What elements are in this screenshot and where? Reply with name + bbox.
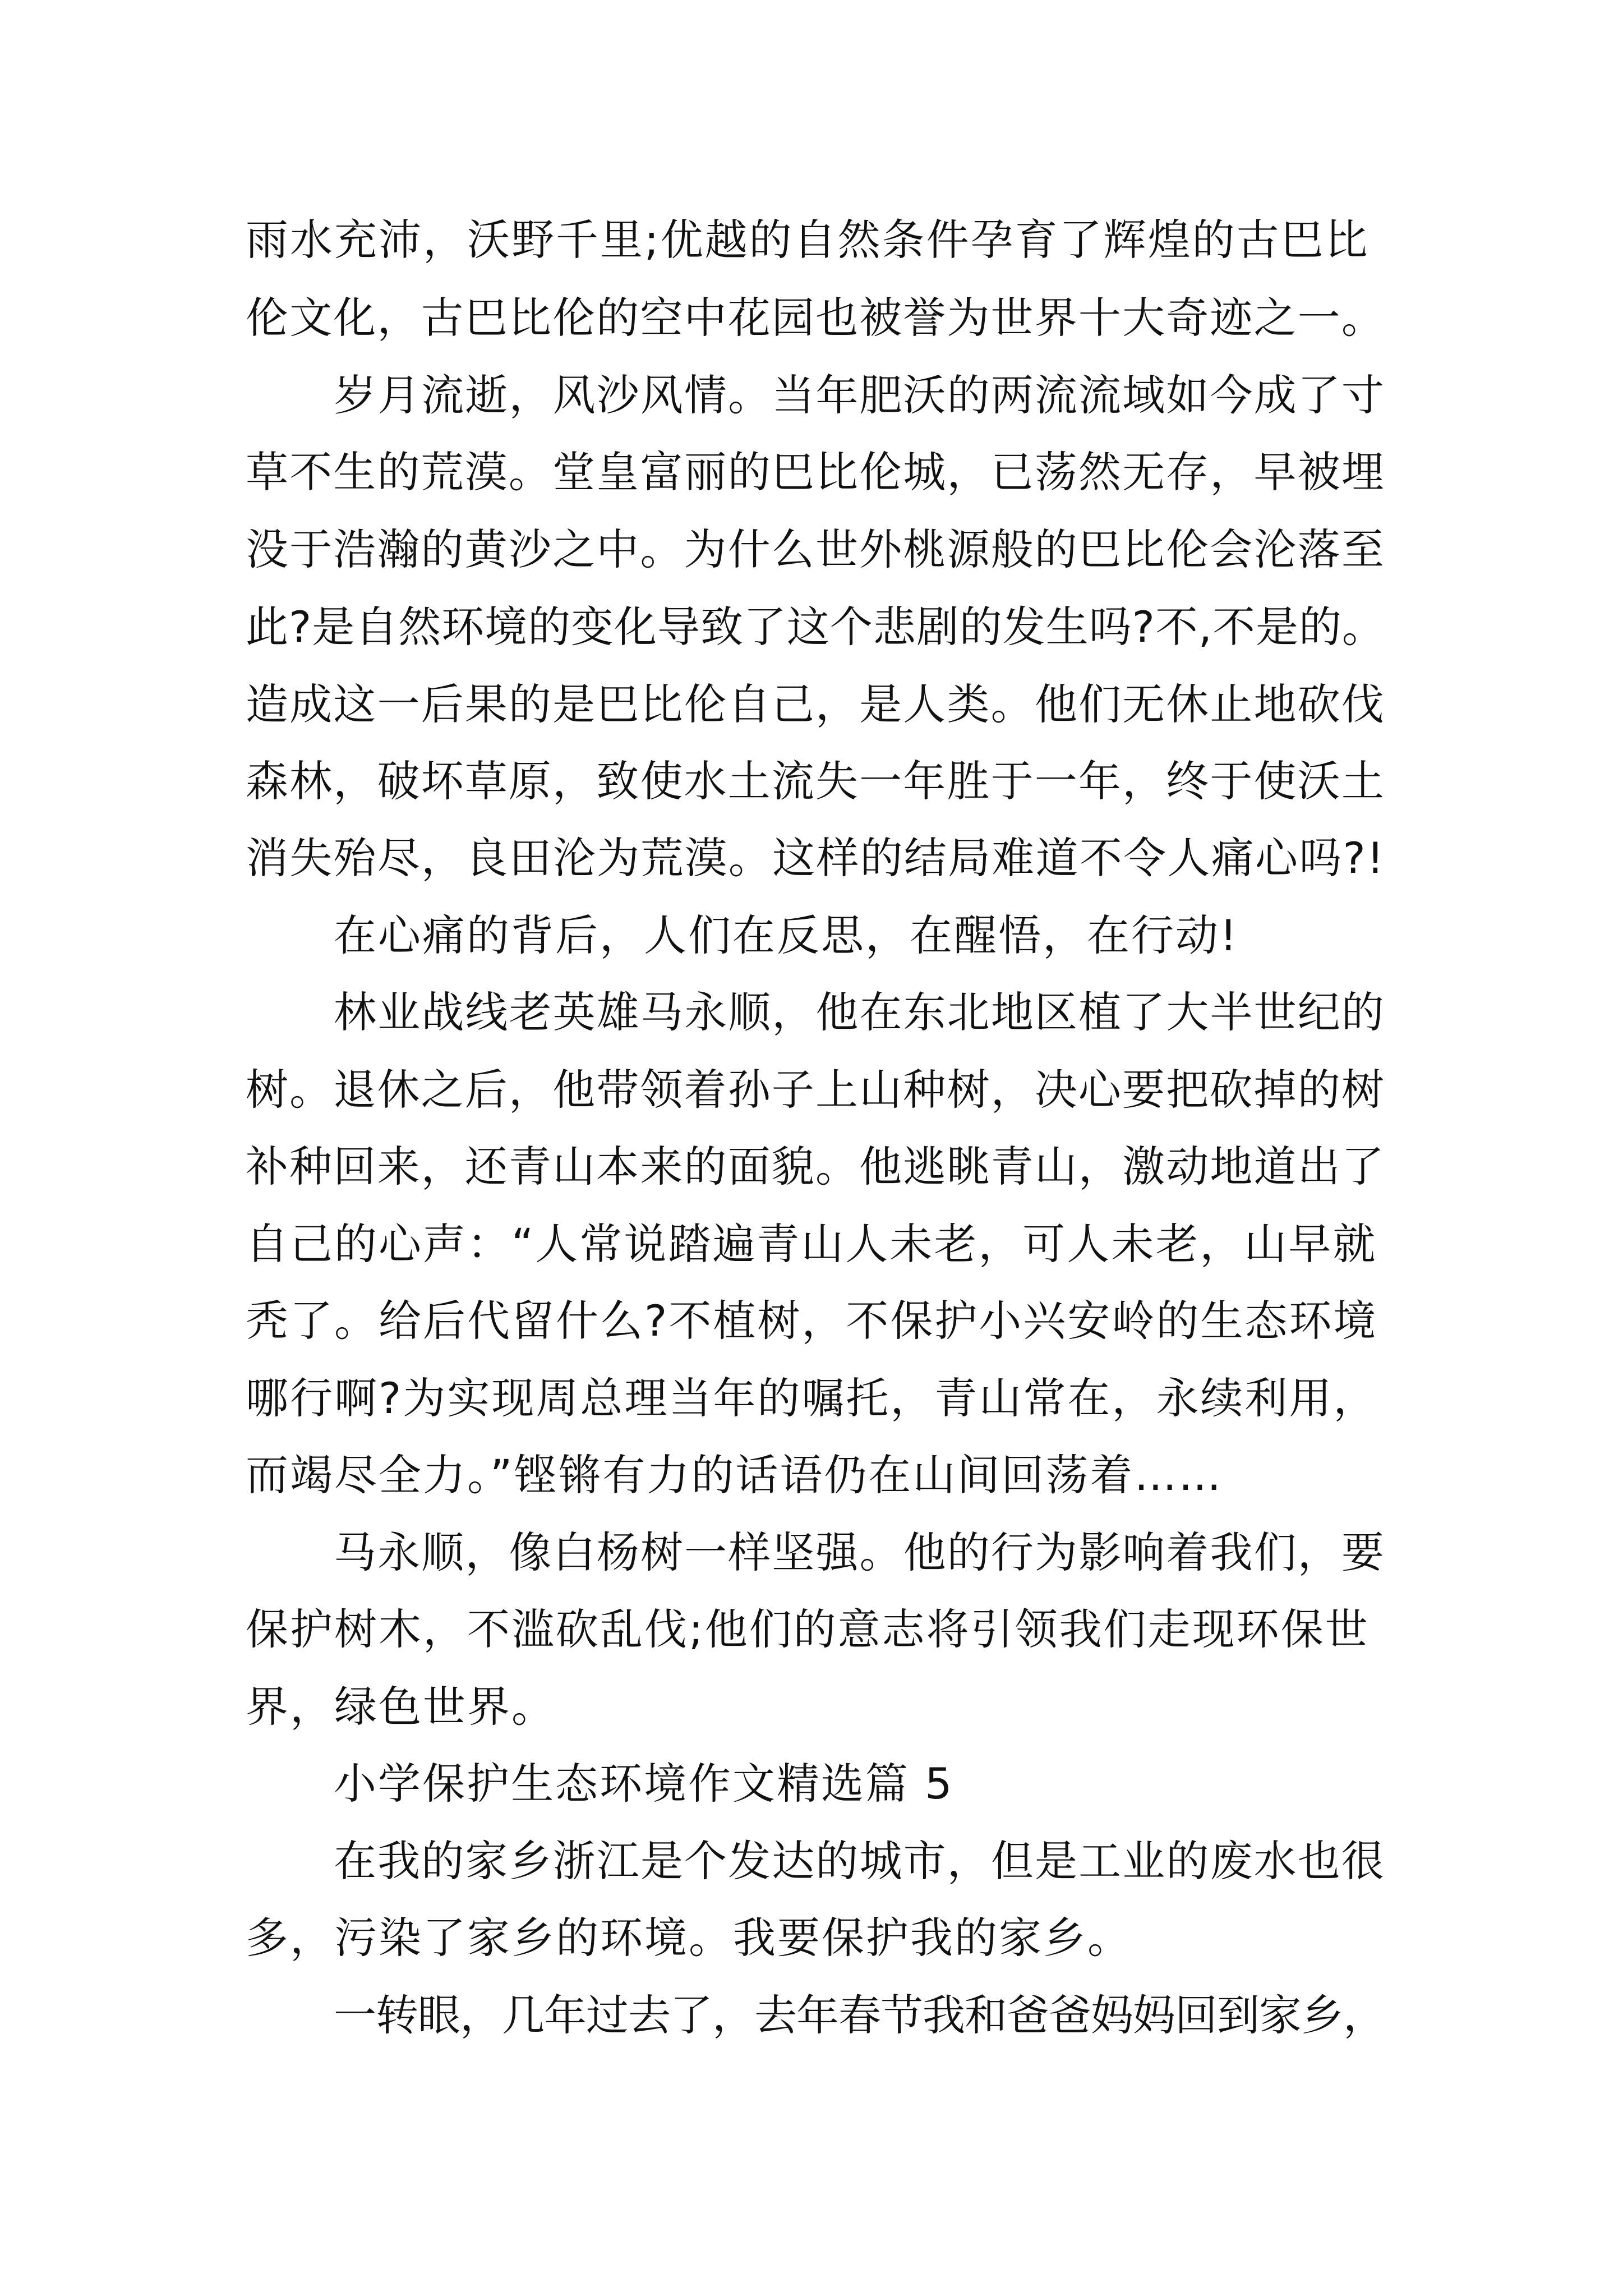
text-line: 保护树木，不滥砍乱伐;他们的意志将引领我们走现环保世 <box>246 1604 1370 1654</box>
text-line: 马永顺，像白杨树一样坚强。他的行为影响着我们，要 <box>334 1527 1385 1577</box>
text-line: 哪行啊?为实现周总理当年的嘱托，青山常在，永续利用， <box>246 1373 1378 1423</box>
text-line: 自己的心声：“人常说踏遍青山人未老，可人未老，山早就 <box>246 1219 1377 1269</box>
text-line: 树。退休之后，他带领着孙子上山种树，决心要把砍掉的树 <box>246 1065 1385 1115</box>
text-line: 草不生的荒漠。堂皇富丽的巴比伦城，已荡然无存，早被埋 <box>246 447 1385 497</box>
text-line: 林业战线老英雄马永顺，他在东北地区植了大半世纪的 <box>334 987 1385 1037</box>
text-line: 森林，破坏草原，致使水土流失一年胜于一年，终于使沃土 <box>246 756 1385 806</box>
text-line: 在心痛的背后，人们在反思，在醒悟，在行动! <box>334 910 1239 960</box>
text-line: 此?是自然环境的变化导致了这个悲剧的发生吗?不,不是的。 <box>246 602 1385 652</box>
text-line: 消失殆尽，良田沦为荒漠。这样的结局难道不令人痛心吗?! <box>246 833 1385 883</box>
text-line: 在我的家乡浙江是个发达的城市，但是工业的废水也很 <box>334 1836 1385 1886</box>
text-line: 而竭尽全力。”铿锵有力的话语仍在山间回荡着…… <box>246 1450 1223 1500</box>
text-line: 伦文化，古巴比伦的空中花园也被誉为世界十大奇迹之一。 <box>246 293 1385 343</box>
text-line: 一转眼，几年过去了，去年春节我和爸爸妈妈回到家乡， <box>334 1990 1385 2040</box>
text-line: 秃了。给后代留什么?不植树，不保护小兴安岭的生态环境 <box>246 1296 1378 1346</box>
text-line: 造成这一后果的是巴比伦自己，是人类。他们无休止地砍伐 <box>246 679 1385 729</box>
text-line: 多，污染了家乡的环境。我要保护我的家乡。 <box>246 1913 1132 1963</box>
text-line: 没于浩瀚的黄沙之中。为什么世外桃源般的巴比伦会沦落至 <box>246 524 1385 574</box>
text-line: 界，绿色世界。 <box>246 1682 556 1732</box>
text-line: 岁月流逝，风沙风情。当年肥沃的两流流域如今成了寸 <box>334 370 1385 420</box>
text-line: 补种回来，还青山本来的面貌。他逃眺青山，激动地道出了 <box>246 1142 1385 1191</box>
section-heading: 小学保护生态环境作文精选篇 5 <box>334 1759 954 1809</box>
text-line: 雨水充沛，沃野千里;优越的自然条件孕育了辉煌的古巴比 <box>246 215 1370 265</box>
